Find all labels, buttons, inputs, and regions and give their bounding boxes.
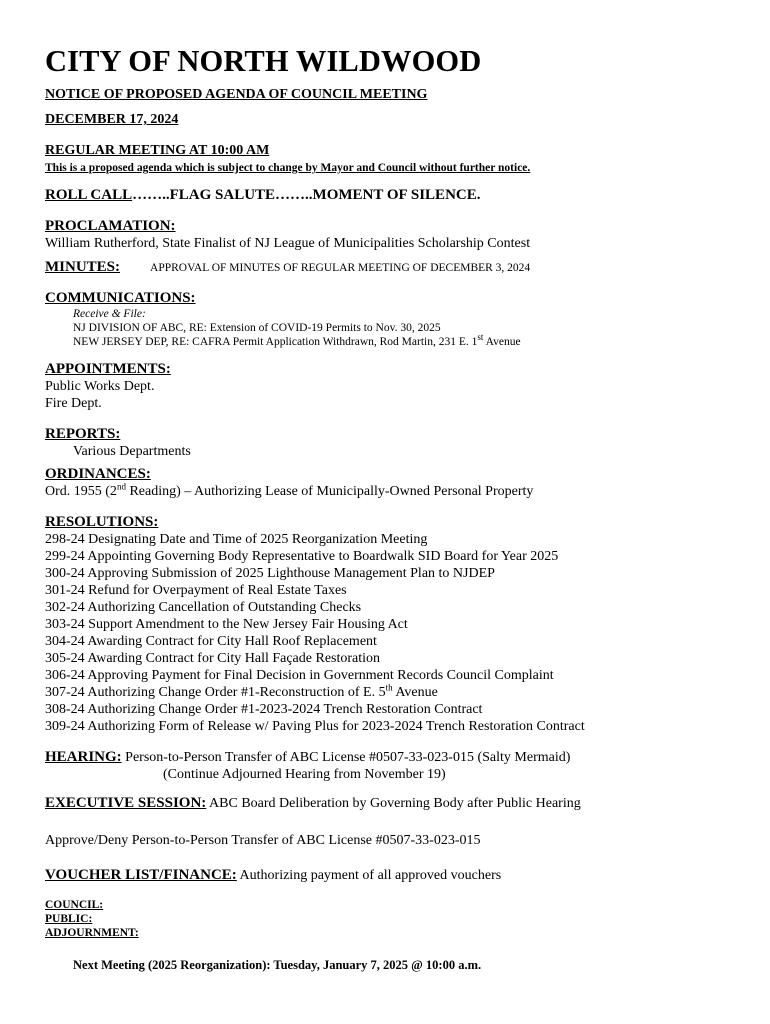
resolution-item: 305-24 Awarding Contract for City Hall Façade Restoration [45,651,381,666]
communications-sub: Receive & File: [73,308,146,320]
resolution-item: 302-24 Authorizing Cancellation of Outstanding Checks [45,600,362,615]
voucher-heading: VOUCHER LIST/FINANCE: [45,867,237,883]
hearing-text: Person-to-Person Transfer of ABC License #0507-33-023-015 (Salty Mermaid) [121,750,571,765]
appointment-item: Fire Dept. [45,396,102,411]
hearing-line [45,749,735,766]
appointments-heading: APPOINTMENTS: [45,361,171,377]
ordinance-item: Ord. 1955 (2nd Reading) – Authorizing Lease of Municipally-Owned Personal Property [45,481,534,499]
hearing-continuation: (Continue Adjourned Hearing from November 19) [163,767,446,782]
adjournment-heading: ADJOURNMENT: [45,927,139,939]
communication-item: NJ DIVISION OF ABC, RE: Extension of COVID-19 Permits to Nov. 30, 2025 [73,322,441,334]
hearing-heading: HEARING: [45,749,122,765]
resolution-item: 309-24 Authorizing Form of Release w/ Paving Plus for 2023-2024 Trench Restoration Contract [45,719,585,734]
resolution-item: 301-24 Refund for Overpayment of Real Estate Taxes [45,583,347,598]
resolution-item: 306-24 Approving Payment for Final Decision in Government Records Council Complaint [45,668,554,683]
report-item: Various Departments [73,444,191,459]
voucher-text: Authorizing payment of all approved vouchers [236,868,502,883]
communications-heading: COMMUNICATIONS: [45,290,196,306]
executive-session-heading: EXECUTIVE SESSION: [45,795,207,811]
proclamation-text: William Rutherford, State Finalist of NJ League of Municipalities Scholarship Contest [45,236,531,251]
voucher-line [45,867,735,884]
public-heading: PUBLIC: [45,913,93,925]
executive-session-line [45,795,735,812]
resolution-item: 303-24 Support Amendment to the New Jersey Fair Housing Act [45,617,408,632]
flag-salute-label: ……..FLAG SALUTE……..MOMENT OF SILENCE. [132,187,481,203]
resolution-item: 308-24 Authorizing Change Order #1-2023-2024 Trench Restoration Contract [45,702,483,717]
minutes-line [45,258,735,276]
reports-heading: REPORTS: [45,426,121,442]
meeting-date: DECEMBER 17, 2024 [45,112,179,127]
resolution-item: 298-24 Designating Date and Time of 2025 Reorganization Meeting [45,532,428,547]
next-meeting: Next Meeting (2025 Reorganization): Tuesday, January 7, 2025 @ 10:00 a.m. [73,958,482,972]
notice-heading: NOTICE OF PROPOSED AGENDA OF COUNCIL MEETING [45,87,428,102]
communication-item: NEW JERSEY DEP, RE: CAFRA Permit Application Withdrawn, Rod Martin, 231 E. 1st Avenue [73,332,521,348]
council-heading: COUNCIL: [45,899,104,911]
resolutions-heading: RESOLUTIONS: [45,514,159,530]
ordinances-heading: ORDINANCES: [45,466,151,482]
resolution-item: 300-24 Approving Submission of 2025 Lighthouse Management Plan to NJDEP [45,566,495,581]
resolution-item: 307-24 Authorizing Change Order #1-Reconstruction of E. 5th Avenue [45,682,438,700]
minutes-text: APPROVAL OF MINUTES OF REGULAR MEETING OF DECEMBER 3, 2024 [150,262,531,274]
page-title: CITY OF NORTH WILDWOOD [45,44,482,78]
resolution-item: 299-24 Appointing Governing Body Representative to Boardwalk SID Board for Year 2025 [45,549,559,564]
resolution-item: 304-24 Awarding Contract for City Hall Roof Replacement [45,634,377,649]
minutes-heading: MINUTES: [45,259,121,275]
approve-deny-line: Approve/Deny Person-to-Person Transfer of ABC License #0507-33-023-015 [45,833,481,848]
proclamation-heading: PROCLAMATION: [45,218,176,234]
executive-session-text: ABC Board Deliberation by Governing Body after Public Hearing [206,796,581,811]
meeting-time: REGULAR MEETING AT 10:00 AM [45,143,270,158]
disclaimer: This is a proposed agenda which is subject to change by Mayor and Council without further notice. [45,162,531,174]
roll-call-line [45,187,735,204]
agenda-document [45,44,735,973]
appointment-item: Public Works Dept. [45,379,155,394]
roll-call-label: ROLL CALL [45,187,133,203]
